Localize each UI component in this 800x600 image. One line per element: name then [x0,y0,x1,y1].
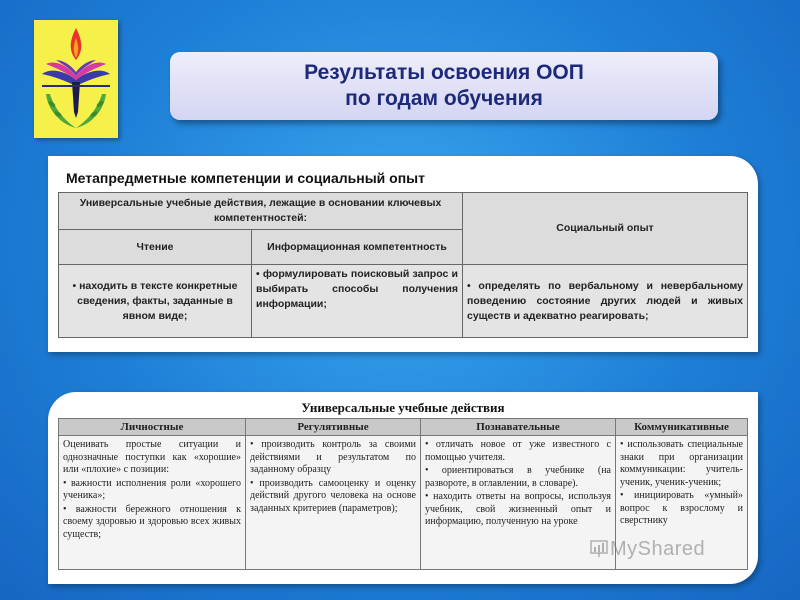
watermark-chart-icon [590,540,608,558]
personal-item: Оценивать простые ситуации и однозначные поступки как «хорошие» или «плохие» с позиции: [63,439,241,475]
watermark-text: MyShared [610,538,706,560]
slide-title-line2: по годам обучения [345,87,543,110]
personal-item: • важности бережного отношения к своему здоровью и здоровью всех живых существ; [63,503,241,540]
col-header-personal: Личностные [59,419,246,436]
col-header-communicative: Коммуникативные [616,419,748,436]
book-flame-emblem-icon [34,20,118,138]
social-content-cell: • определять по вербальному и невербальному поведению состояние других людей и живых существ и адекватно реагировать; [463,265,748,338]
slide-title-box [170,52,718,120]
cognitive-item: • отличать новое от уже известного с помощью учителя. [425,439,611,463]
personal-item: • важности исполнения роли «хорошего ученика»; [63,477,241,501]
cognitive-item: • находить ответы на вопросы, используя учебник, свой жизненный опыт и информацию, полученную на уроке [425,491,611,527]
cognitive-cell [421,436,616,570]
regulatory-item: • производить контроль за своими действиями и результатом по заданному образцу [250,439,416,475]
school-logo [34,20,118,138]
regulatory-cell [246,436,421,570]
meta-competencies-panel [48,156,758,352]
communicative-item: • инициировать «умный» вопрос к взрослому и сверстнику [620,490,743,526]
col-header-cognitive: Познавательные [421,419,616,436]
reading-header-cell: Чтение [59,230,252,265]
slide-title-line1: Результаты освоения ООП [304,61,584,84]
uud-panel-heading: Универсальные учебные действия [301,400,505,415]
cognitive-item: • ориентироваться в учебнике (на развороте, в оглавлении, в словаре). [425,465,611,489]
info-header-cell: Информационная компетентность [252,230,463,265]
info-content-cell: • формулировать поисковый запрос и выбирать способы получения информации; [252,265,463,338]
personal-cell [59,436,246,570]
reading-content-cell: • находить в тексте конкретные сведения, факты, заданные в явном виде; [59,265,252,338]
meta-competencies-table [58,192,748,338]
regulatory-item: • производить самооценку и оценку действий другого человека на основе заданных критериев (параметров); [250,477,416,514]
social-header-cell: Социальный опыт [463,193,748,265]
meta-panel-heading: Метапредметные компетенции и социальный опыт [66,170,425,186]
col-header-regulatory: Регулятивные [246,419,421,436]
uud-header-cell: Универсальные учебные действия, лежащие в основании ключевых компетентностей: [59,193,463,230]
communicative-item: • использовать специальные знаки при организации коммуникации: учитель-ученик, ученик-ученик; [620,439,743,488]
